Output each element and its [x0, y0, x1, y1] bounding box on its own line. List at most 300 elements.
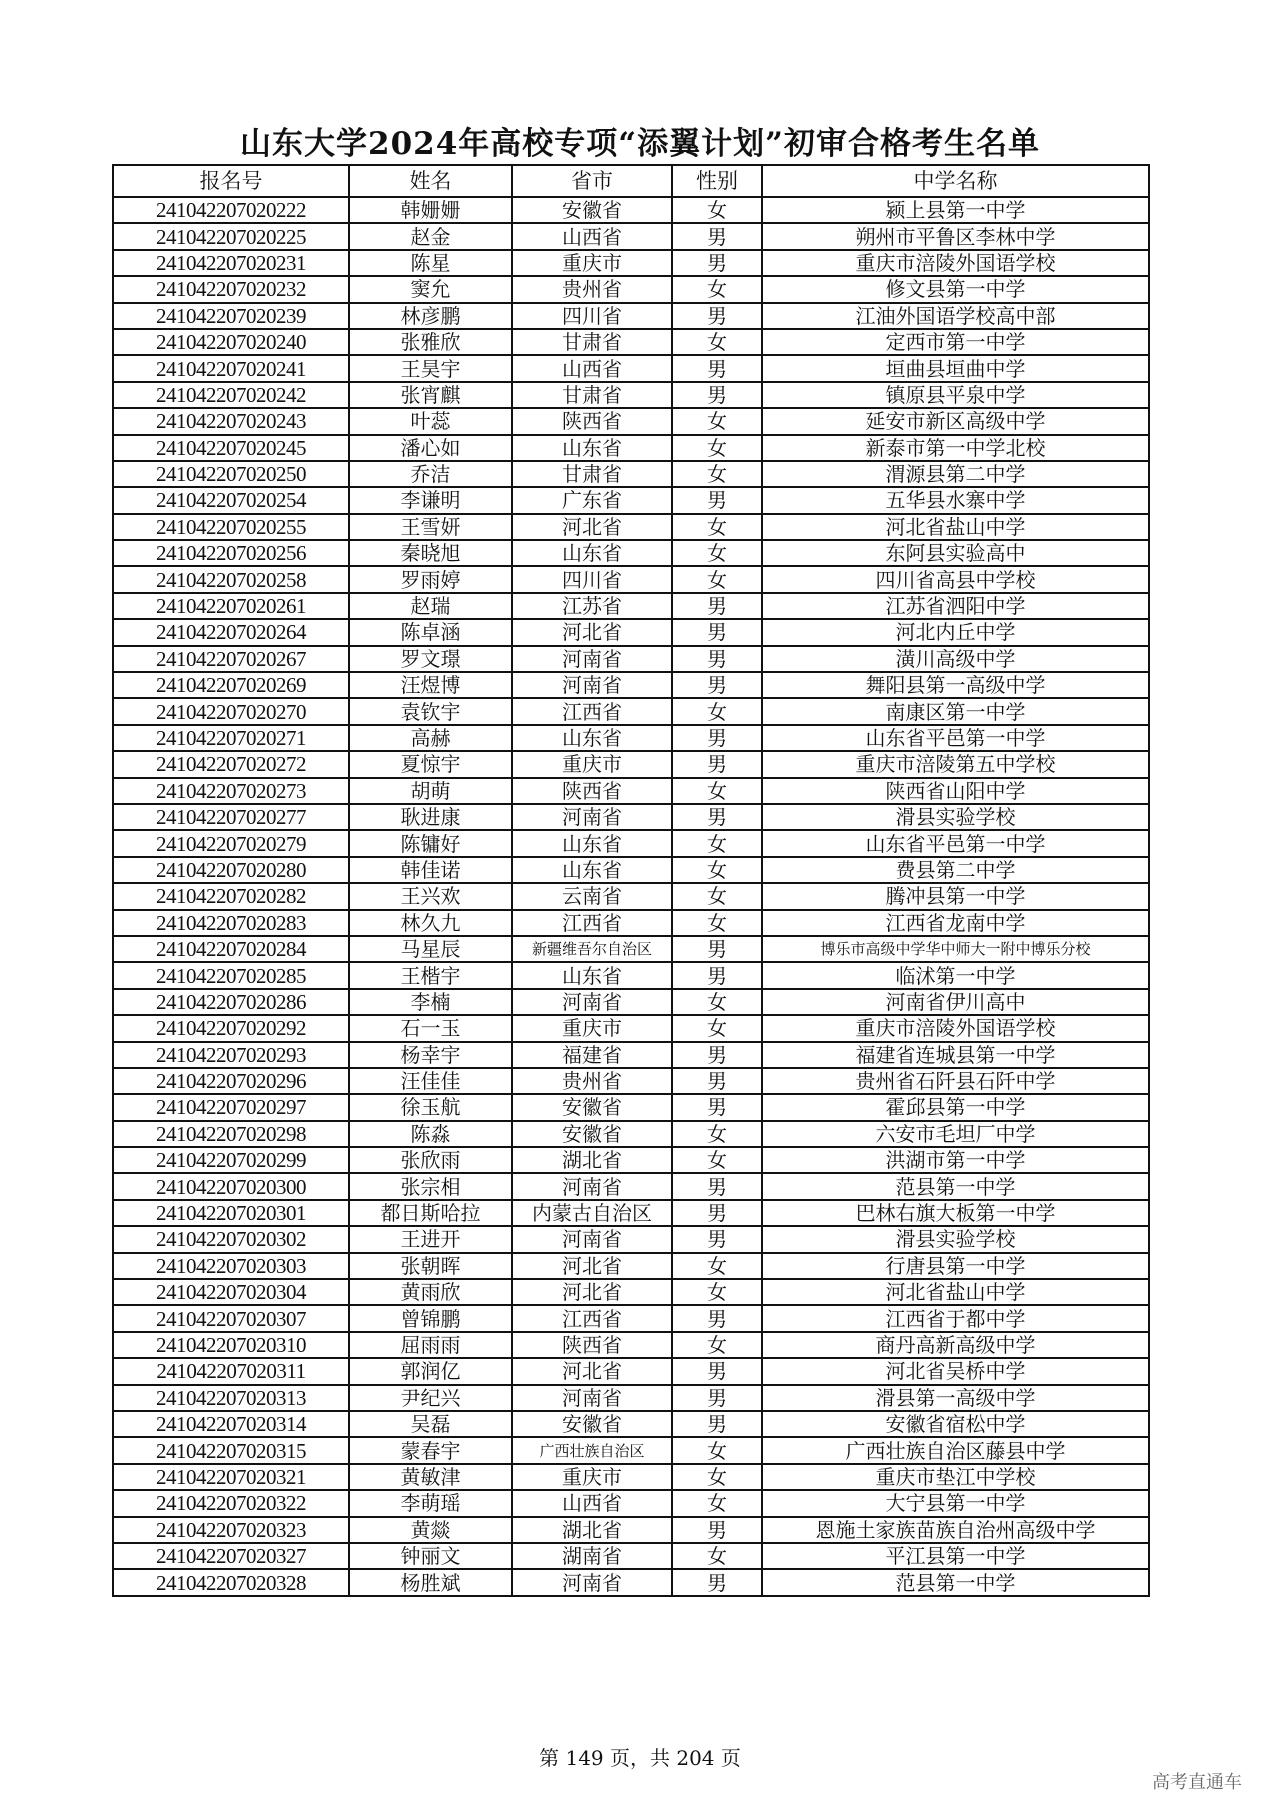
cell-registration-number: 241042207020232 [113, 276, 349, 302]
cell-school-name: 定西市第一中学 [762, 329, 1149, 355]
table-row [113, 1200, 1149, 1226]
cell-school-name: 商丹高新高级中学 [762, 1332, 1149, 1358]
cell-gender: 男 [672, 1068, 762, 1094]
cell-registration-number: 241042207020261 [113, 593, 349, 619]
cell-province: 湖南省 [512, 1543, 672, 1569]
cell-student-name: 秦晓旭 [349, 540, 512, 566]
cell-gender: 男 [672, 1226, 762, 1252]
cell-school-name: 山东省平邑第一中学 [762, 830, 1149, 856]
cell-school-name: 重庆市涪陵第五中学校 [762, 751, 1149, 777]
cell-gender: 男 [672, 672, 762, 698]
cell-province: 河北省 [512, 514, 672, 540]
cell-school-name: 霍邱县第一中学 [762, 1094, 1149, 1120]
cell-province: 河南省 [512, 1226, 672, 1252]
cell-gender: 女 [672, 435, 762, 461]
cell-registration-number: 241042207020280 [113, 857, 349, 883]
cell-student-name: 李谦明 [349, 487, 512, 513]
cell-registration-number: 241042207020286 [113, 989, 349, 1015]
table-row [113, 672, 1149, 698]
cell-province: 云南省 [512, 883, 672, 909]
table-row [113, 1411, 1149, 1437]
table-row [113, 1517, 1149, 1543]
cell-gender: 男 [672, 1173, 762, 1199]
cell-registration-number: 241042207020282 [113, 883, 349, 909]
cell-province: 河南省 [512, 1173, 672, 1199]
cell-province: 新疆维吾尔自治区 [512, 936, 672, 962]
cell-gender: 女 [672, 514, 762, 540]
cell-registration-number: 241042207020292 [113, 1015, 349, 1041]
cell-registration-number: 241042207020293 [113, 1042, 349, 1068]
cell-province: 安徽省 [512, 197, 672, 223]
cell-gender: 女 [672, 778, 762, 804]
cell-school-name: 四川省高县中学校 [762, 566, 1149, 592]
cell-school-name: 陕西省山阳中学 [762, 778, 1149, 804]
table-row [113, 250, 1149, 276]
table-row [113, 329, 1149, 355]
cell-school-name: 广西壮族自治区藤县中学 [762, 1437, 1149, 1463]
cell-gender: 男 [672, 487, 762, 513]
table-row [113, 698, 1149, 724]
cell-registration-number: 241042207020299 [113, 1147, 349, 1173]
cell-student-name: 王兴欢 [349, 883, 512, 909]
cell-province: 重庆市 [512, 1015, 672, 1041]
cell-student-name: 张朝晖 [349, 1253, 512, 1279]
cell-province: 重庆市 [512, 751, 672, 777]
table-row [113, 461, 1149, 487]
cell-registration-number: 241042207020255 [113, 514, 349, 540]
cell-student-name: 郭润亿 [349, 1358, 512, 1384]
cell-school-name: 延安市新区高级中学 [762, 408, 1149, 434]
cell-registration-number: 241042207020310 [113, 1332, 349, 1358]
cell-gender: 男 [672, 223, 762, 249]
cell-registration-number: 241042207020254 [113, 487, 349, 513]
table-row [113, 355, 1149, 381]
table-row [113, 435, 1149, 461]
cell-student-name: 马星辰 [349, 936, 512, 962]
cell-province: 湖北省 [512, 1147, 672, 1173]
cell-school-name: 费县第二中学 [762, 857, 1149, 883]
cell-student-name: 李萌瑶 [349, 1490, 512, 1516]
cell-registration-number: 241042207020315 [113, 1437, 349, 1463]
cell-gender: 女 [672, 910, 762, 936]
cell-registration-number: 241042207020240 [113, 329, 349, 355]
cell-gender: 男 [672, 646, 762, 672]
cell-gender: 女 [672, 197, 762, 223]
cell-school-name: 河北省盐山中学 [762, 514, 1149, 540]
cell-school-name: 范县第一中学 [762, 1173, 1149, 1199]
cell-registration-number: 241042207020322 [113, 1490, 349, 1516]
cell-province: 福建省 [512, 1042, 672, 1068]
cell-school-name: 镇原县平泉中学 [762, 382, 1149, 408]
cell-school-name: 平江县第一中学 [762, 1543, 1149, 1569]
cell-school-name: 垣曲县垣曲中学 [762, 355, 1149, 381]
table-row [113, 1437, 1149, 1463]
cell-school-name: 腾冲县第一中学 [762, 883, 1149, 909]
cell-student-name: 罗雨婷 [349, 566, 512, 592]
cell-school-name: 博乐市高级中学华中师大一附中博乐分校 [762, 936, 1149, 962]
table-row [113, 1094, 1149, 1120]
cell-gender: 女 [672, 408, 762, 434]
table-row [113, 1226, 1149, 1252]
cell-gender: 女 [672, 540, 762, 566]
cell-registration-number: 241042207020327 [113, 1543, 349, 1569]
cell-student-name: 徐玉航 [349, 1094, 512, 1120]
cell-school-name: 滑县第一高级中学 [762, 1385, 1149, 1411]
cell-province: 河北省 [512, 619, 672, 645]
cell-student-name: 李楠 [349, 989, 512, 1015]
cell-gender: 男 [672, 382, 762, 408]
cell-school-name: 重庆市垫江中学校 [762, 1464, 1149, 1490]
cell-school-name: 福建省连城县第一中学 [762, 1042, 1149, 1068]
cell-school-name: 贵州省石阡县石阡中学 [762, 1068, 1149, 1094]
page-title: 山东大学2024年高校专项“添翼计划”初审合格考生名单 [240, 126, 1040, 162]
cell-gender: 男 [672, 804, 762, 830]
cell-province: 山东省 [512, 540, 672, 566]
cell-student-name: 屈雨雨 [349, 1332, 512, 1358]
cell-registration-number: 241042207020300 [113, 1173, 349, 1199]
cell-province: 重庆市 [512, 1464, 672, 1490]
table-row [113, 566, 1149, 592]
cell-student-name: 张宵麒 [349, 382, 512, 408]
cell-student-name: 杨幸宇 [349, 1042, 512, 1068]
table-header-row [113, 165, 1149, 197]
page-footer: 第 149 页，共 204 页 [539, 1746, 741, 1770]
cell-registration-number: 241042207020328 [113, 1569, 349, 1595]
table-row [113, 751, 1149, 777]
cell-student-name: 林久九 [349, 910, 512, 936]
cell-school-name: 河北省吴桥中学 [762, 1358, 1149, 1384]
cell-province: 河南省 [512, 1385, 672, 1411]
cell-registration-number: 241042207020302 [113, 1226, 349, 1252]
cell-gender: 男 [672, 1042, 762, 1068]
cell-school-name: 潢川高级中学 [762, 646, 1149, 672]
cell-student-name: 胡萌 [349, 778, 512, 804]
cell-registration-number: 241042207020283 [113, 910, 349, 936]
cell-student-name: 窦允 [349, 276, 512, 302]
table-row [113, 1121, 1149, 1147]
cell-student-name: 黄燚 [349, 1517, 512, 1543]
cell-registration-number: 241042207020264 [113, 619, 349, 645]
table-row [113, 1305, 1149, 1331]
cell-gender: 女 [672, 1253, 762, 1279]
cell-province: 河南省 [512, 646, 672, 672]
cell-student-name: 石一玉 [349, 1015, 512, 1041]
cell-student-name: 王楷宇 [349, 962, 512, 988]
cell-gender: 女 [672, 1121, 762, 1147]
cell-registration-number: 241042207020301 [113, 1200, 349, 1226]
cell-province: 重庆市 [512, 250, 672, 276]
cell-school-name: 江油外国语学校高中部 [762, 303, 1149, 329]
cell-registration-number: 241042207020241 [113, 355, 349, 381]
cell-registration-number: 241042207020296 [113, 1068, 349, 1094]
cell-province: 山西省 [512, 1490, 672, 1516]
cell-gender: 女 [672, 1490, 762, 1516]
cell-gender: 男 [672, 1094, 762, 1120]
cell-registration-number: 241042207020284 [113, 936, 349, 962]
cell-school-name: 渭源县第二中学 [762, 461, 1149, 487]
cell-province: 山东省 [512, 830, 672, 856]
cell-student-name: 蒙春宇 [349, 1437, 512, 1463]
cell-school-name: 东阿县实验高中 [762, 540, 1149, 566]
cell-school-name: 重庆市涪陵外国语学校 [762, 1015, 1149, 1041]
table-row [113, 804, 1149, 830]
cell-province: 湖北省 [512, 1517, 672, 1543]
table-row [113, 989, 1149, 1015]
cell-registration-number: 241042207020222 [113, 197, 349, 223]
cell-student-name: 杨胜斌 [349, 1569, 512, 1595]
cell-student-name: 黄敏津 [349, 1464, 512, 1490]
cell-gender: 男 [672, 1385, 762, 1411]
cell-school-name: 舞阳县第一高级中学 [762, 672, 1149, 698]
cell-gender: 女 [672, 1015, 762, 1041]
cell-student-name: 张雅欣 [349, 329, 512, 355]
cell-registration-number: 241042207020258 [113, 566, 349, 592]
cell-student-name: 汪佳佳 [349, 1068, 512, 1094]
cell-school-name: 河北内丘中学 [762, 619, 1149, 645]
table-row [113, 1464, 1149, 1490]
cell-gender: 男 [672, 303, 762, 329]
cell-student-name: 潘心如 [349, 435, 512, 461]
cell-registration-number: 241042207020314 [113, 1411, 349, 1437]
cell-province: 河北省 [512, 1358, 672, 1384]
cell-student-name: 王雪妍 [349, 514, 512, 540]
cell-province: 陕西省 [512, 408, 672, 434]
table-row [113, 540, 1149, 566]
cell-gender: 女 [672, 883, 762, 909]
table-row [113, 408, 1149, 434]
cell-registration-number: 241042207020272 [113, 751, 349, 777]
table-row [113, 1253, 1149, 1279]
cell-gender: 女 [672, 698, 762, 724]
cell-province: 四川省 [512, 566, 672, 592]
cell-gender: 女 [672, 1332, 762, 1358]
table-row [113, 725, 1149, 751]
table-row [113, 619, 1149, 645]
table-row [113, 276, 1149, 302]
cell-gender: 男 [672, 355, 762, 381]
cell-school-name: 安徽省宿松中学 [762, 1411, 1149, 1437]
cell-student-name: 曾锦鹏 [349, 1305, 512, 1331]
table-row [113, 1015, 1149, 1041]
cell-school-name: 颍上县第一中学 [762, 197, 1149, 223]
cell-registration-number: 241042207020273 [113, 778, 349, 804]
cell-gender: 男 [672, 1305, 762, 1331]
cell-registration-number: 241042207020245 [113, 435, 349, 461]
table-row [113, 1147, 1149, 1173]
table-row [113, 910, 1149, 936]
table-row [113, 514, 1149, 540]
cell-registration-number: 241042207020298 [113, 1121, 349, 1147]
cell-registration-number: 241042207020271 [113, 725, 349, 751]
cell-gender: 女 [672, 1543, 762, 1569]
cell-student-name: 乔洁 [349, 461, 512, 487]
cell-gender: 女 [672, 1279, 762, 1305]
cell-registration-number: 241042207020231 [113, 250, 349, 276]
cell-province: 陕西省 [512, 1332, 672, 1358]
cell-student-name: 黄雨欣 [349, 1279, 512, 1305]
cell-gender: 女 [672, 1147, 762, 1173]
cell-student-name: 陈镛好 [349, 830, 512, 856]
cell-province: 贵州省 [512, 276, 672, 302]
cell-student-name: 高赫 [349, 725, 512, 751]
cell-gender: 男 [672, 1517, 762, 1543]
cell-school-name: 修文县第一中学 [762, 276, 1149, 302]
table-row [113, 936, 1149, 962]
table-row [113, 778, 1149, 804]
table-row [113, 1358, 1149, 1384]
cell-school-name: 南康区第一中学 [762, 698, 1149, 724]
cell-student-name: 耿进康 [349, 804, 512, 830]
cell-school-name: 六安市毛坦厂中学 [762, 1121, 1149, 1147]
cell-school-name: 朔州市平鲁区李林中学 [762, 223, 1149, 249]
cell-gender: 男 [672, 593, 762, 619]
cell-province: 河南省 [512, 804, 672, 830]
table-row [113, 1332, 1149, 1358]
cell-registration-number: 241042207020270 [113, 698, 349, 724]
table-row [113, 1279, 1149, 1305]
cell-province: 河北省 [512, 1253, 672, 1279]
cell-student-name: 王昊宇 [349, 355, 512, 381]
table-row [113, 1068, 1149, 1094]
cell-province: 安徽省 [512, 1094, 672, 1120]
cell-student-name: 吴磊 [349, 1411, 512, 1437]
cell-province: 甘肃省 [512, 329, 672, 355]
cell-student-name: 钟丽文 [349, 1543, 512, 1569]
cell-province: 安徽省 [512, 1411, 672, 1437]
cell-gender: 男 [672, 936, 762, 962]
cell-school-name: 重庆市涪陵外国语学校 [762, 250, 1149, 276]
cell-school-name: 巴林右旗大板第一中学 [762, 1200, 1149, 1226]
cell-registration-number: 241042207020277 [113, 804, 349, 830]
cell-gender: 男 [672, 725, 762, 751]
cell-student-name: 陈卓涵 [349, 619, 512, 645]
cell-registration-number: 241042207020304 [113, 1279, 349, 1305]
cell-school-name: 河南省伊川高中 [762, 989, 1149, 1015]
cell-province: 河南省 [512, 989, 672, 1015]
cell-student-name: 张欣雨 [349, 1147, 512, 1173]
cell-student-name: 陈星 [349, 250, 512, 276]
cell-gender: 女 [672, 830, 762, 856]
cell-province: 河北省 [512, 1279, 672, 1305]
cell-gender: 女 [672, 276, 762, 302]
cell-province: 江苏省 [512, 593, 672, 619]
cell-gender: 男 [672, 962, 762, 988]
cell-province: 贵州省 [512, 1068, 672, 1094]
cell-registration-number: 241042207020250 [113, 461, 349, 487]
cell-student-name: 夏惊宇 [349, 751, 512, 777]
header-registration-number: 报名号 [113, 165, 349, 197]
cell-school-name: 滑县实验学校 [762, 1226, 1149, 1252]
candidate-table [112, 164, 1150, 1597]
table-row [113, 593, 1149, 619]
cell-registration-number: 241042207020303 [113, 1253, 349, 1279]
cell-school-name: 江西省龙南中学 [762, 910, 1149, 936]
cell-school-name: 行唐县第一中学 [762, 1253, 1149, 1279]
cell-province: 江西省 [512, 698, 672, 724]
cell-registration-number: 241042207020256 [113, 540, 349, 566]
cell-province: 广西壮族自治区 [512, 1437, 672, 1463]
cell-student-name: 陈淼 [349, 1121, 512, 1147]
cell-school-name: 范县第一中学 [762, 1569, 1149, 1595]
cell-province: 甘肃省 [512, 461, 672, 487]
cell-province: 山东省 [512, 857, 672, 883]
cell-gender: 男 [672, 1569, 762, 1595]
cell-school-name: 河北省盐山中学 [762, 1279, 1149, 1305]
table-row [113, 830, 1149, 856]
table-row [113, 646, 1149, 672]
cell-province: 江西省 [512, 1305, 672, 1331]
cell-registration-number: 241042207020323 [113, 1517, 349, 1543]
cell-school-name: 新泰市第一中学北校 [762, 435, 1149, 461]
cell-province: 山东省 [512, 962, 672, 988]
cell-gender: 男 [672, 250, 762, 276]
cell-gender: 男 [672, 619, 762, 645]
cell-gender: 女 [672, 1437, 762, 1463]
cell-province: 河南省 [512, 672, 672, 698]
cell-registration-number: 241042207020225 [113, 223, 349, 249]
cell-registration-number: 241042207020269 [113, 672, 349, 698]
table-row [113, 223, 1149, 249]
table-row [113, 487, 1149, 513]
cell-student-name: 韩佳诺 [349, 857, 512, 883]
table-row [113, 382, 1149, 408]
header-school: 中学名称 [762, 165, 1149, 197]
cell-school-name: 临沭第一中学 [762, 962, 1149, 988]
cell-gender: 男 [672, 751, 762, 777]
cell-gender: 女 [672, 1464, 762, 1490]
table-body [113, 197, 1149, 1596]
cell-student-name: 叶蕊 [349, 408, 512, 434]
cell-gender: 女 [672, 857, 762, 883]
cell-province: 内蒙古自治区 [512, 1200, 672, 1226]
table-row [113, 1490, 1149, 1516]
table-row [113, 857, 1149, 883]
cell-school-name: 江苏省泗阳中学 [762, 593, 1149, 619]
cell-school-name: 恩施土家族苗族自治州高级中学 [762, 1517, 1149, 1543]
cell-province: 甘肃省 [512, 382, 672, 408]
cell-registration-number: 241042207020307 [113, 1305, 349, 1331]
cell-province: 山西省 [512, 355, 672, 381]
cell-gender: 男 [672, 1411, 762, 1437]
cell-school-name: 江西省于都中学 [762, 1305, 1149, 1331]
cell-registration-number: 241042207020243 [113, 408, 349, 434]
cell-student-name: 赵瑞 [349, 593, 512, 619]
cell-school-name: 洪湖市第一中学 [762, 1147, 1149, 1173]
cell-province: 山东省 [512, 725, 672, 751]
cell-registration-number: 241042207020242 [113, 382, 349, 408]
header-name: 姓名 [349, 165, 512, 197]
cell-province: 四川省 [512, 303, 672, 329]
header-province: 省市 [512, 165, 672, 197]
cell-student-name: 都日斯哈拉 [349, 1200, 512, 1226]
table-row [113, 1042, 1149, 1068]
table-row [113, 303, 1149, 329]
cell-student-name: 韩姗姗 [349, 197, 512, 223]
cell-gender: 女 [672, 461, 762, 487]
cell-registration-number: 241042207020313 [113, 1385, 349, 1411]
cell-gender: 女 [672, 329, 762, 355]
cell-registration-number: 241042207020279 [113, 830, 349, 856]
table-row [113, 197, 1149, 223]
cell-gender: 女 [672, 566, 762, 592]
table-row [113, 1569, 1149, 1595]
cell-province: 江西省 [512, 910, 672, 936]
cell-registration-number: 241042207020285 [113, 962, 349, 988]
cell-registration-number: 241042207020239 [113, 303, 349, 329]
cell-gender: 男 [672, 1358, 762, 1384]
table-row [113, 962, 1149, 988]
cell-province: 陕西省 [512, 778, 672, 804]
